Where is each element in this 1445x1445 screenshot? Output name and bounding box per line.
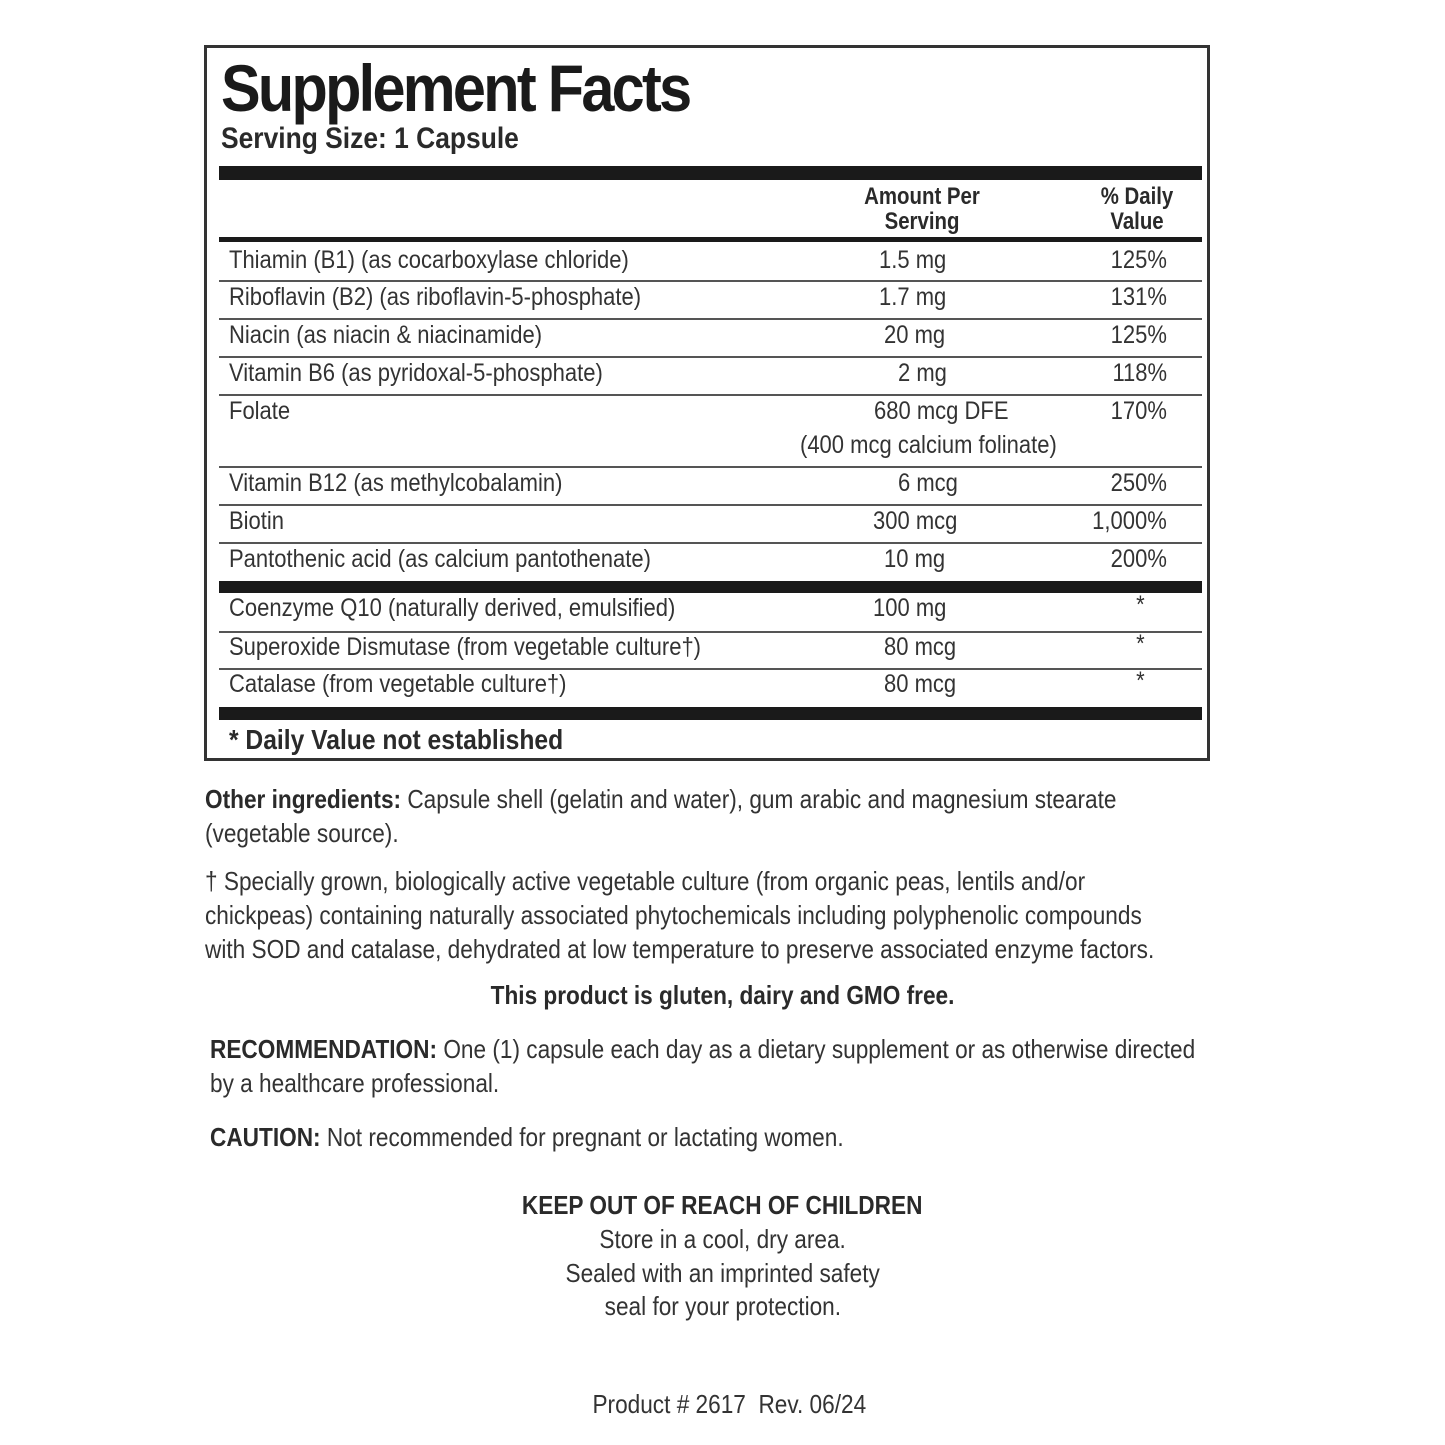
supplement-facts-panel [204,45,1210,761]
row-amount: 100 mg [873,594,947,622]
row-amount-note: (400 mcg calcium folinate) [800,431,1057,459]
caution-label: CAUTION: [210,1122,321,1152]
row-divider [219,504,1202,506]
row-amount: 1.5 mg [879,246,947,274]
product-code: Product # 2617 Rev. 06/24 [592,1389,867,1419]
row-dv: * [1136,630,1145,658]
row-divider [219,466,1202,468]
row-name: Pantothenic acid (as calcium pantothenate) [229,545,651,573]
row-dv: 118% [1112,359,1167,387]
row-name: Vitamin B6 (as pyridoxal-5-phosphate) [229,359,603,387]
row-dv: 1,000% [1092,507,1167,535]
row-name: Vitamin B12 (as methylcobalamin) [229,469,563,497]
row-divider [219,394,1202,396]
row-dv: 131% [1110,283,1167,311]
row-amount: 680 mcg DFE [874,397,1009,425]
row-name: Riboflavin (B2) (as riboflavin-5-phosphate) [229,283,642,311]
header-amount-per-serving: Amount Per Serving [864,183,980,235]
row-divider [219,356,1202,358]
row-name: Thiamin (B1) (as cocarboxylase chloride) [229,246,629,274]
row-amount: 10 mg [884,545,946,573]
row-dv: 170% [1110,397,1167,425]
keep-out-heading: KEEP OUT OF REACH OF CHILDREN [522,1190,923,1220]
storage-line: Sealed with an imprinted safety [565,1258,880,1288]
row-name: Biotin [229,507,285,535]
recommendation: RECOMMENDATION: One (1) capsule each day as a dietary supplement or as otherwise directed by a healthcare professional. [210,1034,1196,1098]
header-daily-value: % Daily Value [1100,183,1174,235]
row-amount: 1.7 mg [879,283,947,311]
thick-divider [219,581,1202,593]
row-dv: 125% [1110,246,1167,274]
panel-title: Supplement Facts [221,51,690,125]
row-name: Catalase (from vegetable culture†) [229,670,567,698]
row-divider [219,542,1202,544]
row-amount: 6 mcg [898,469,958,497]
row-divider [219,280,1202,282]
daily-value-footnote: * Daily Value not established [229,724,564,755]
dagger-note: † Specially grown, biologically active vegetable culture (from organic peas, lentils and/or chickpeas) containing naturally associated phytochemicals including polyphenolic compounds with SOD and catalase, dehydrated at low temperature to preserve associated enzyme factors. [205,866,1155,964]
serving-size: Serving Size: 1 Capsule [221,122,519,155]
thick-divider [219,707,1202,720]
row-dv: 250% [1110,469,1167,497]
row-name: Folate [229,397,291,425]
header-divider [219,237,1202,242]
row-name: Coenzyme Q10 (naturally derived, emulsified) [229,594,676,622]
row-dv: 125% [1110,321,1167,349]
row-dv: * [1136,591,1145,619]
storage-line: Store in a cool, dry area. [599,1224,846,1254]
free-statement: This product is gluten, dairy and GMO free. [490,980,955,1010]
recommendation-label: RECOMMENDATION: [210,1034,438,1064]
row-amount: 300 mcg [873,507,958,535]
row-dv: * [1136,667,1145,695]
row-amount: 20 mg [884,321,946,349]
other-ingredients: Other ingredients: Capsule shell (gelatin and water), gum arabic and magnesium stearate (vegetable source). [205,784,1117,848]
storage-line: seal for your protection. [604,1291,841,1321]
row-amount: 2 mg [898,359,947,387]
row-divider [219,318,1202,320]
row-name: Niacin (as niacin & niacinamide) [229,321,543,349]
row-name: Superoxide Dismutase (from vegetable culture†) [229,633,702,661]
row-amount: 80 mcg [884,633,957,661]
other-ingredients-label: Other ingredients: [205,784,402,814]
thick-divider [219,166,1202,180]
row-dv: 200% [1110,545,1167,573]
row-amount: 80 mcg [884,670,957,698]
caution: CAUTION: Not recommended for pregnant or lactating women. [210,1122,844,1152]
